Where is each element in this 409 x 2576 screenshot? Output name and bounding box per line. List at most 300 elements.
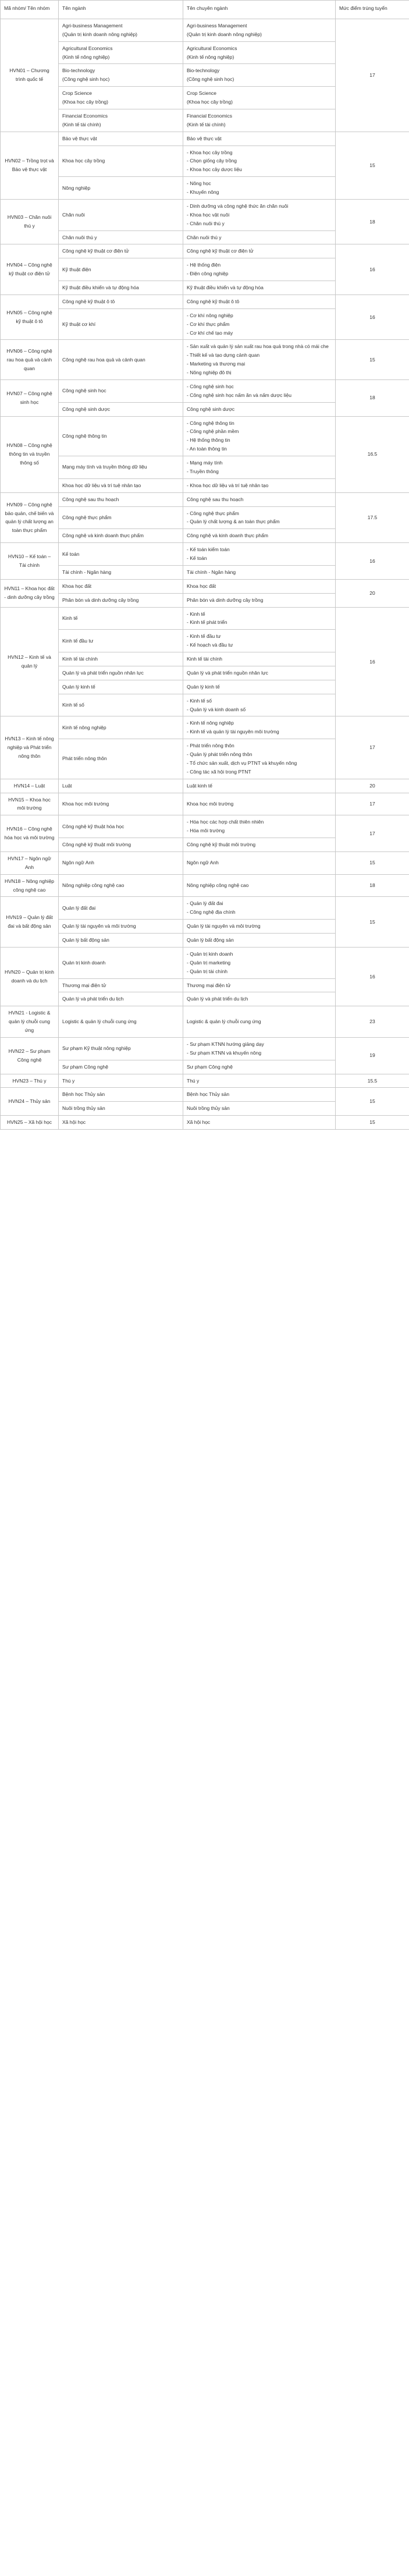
cell-line: - Kế toán kiểm toán — [187, 547, 230, 553]
table-row — [1, 779, 409, 793]
specialization-name — [183, 41, 336, 64]
cell-line: Quản lý đất đai — [62, 904, 96, 911]
cell-line: - Cơ khí thực phẩm — [187, 321, 230, 327]
group-name: HVN25 – Xã hội học — [1, 1116, 59, 1130]
cell-line: Công nghệ kỹ thuật ô tô — [187, 298, 240, 304]
specialization-name — [183, 478, 336, 492]
cell-line: Phân bón và dinh dưỡng cây trồng — [187, 597, 264, 603]
cell-line: Quản lý kinh tế — [187, 683, 220, 690]
cell-line: - Phát triển nông thôn — [187, 743, 234, 749]
specialization-name — [183, 1116, 336, 1130]
cell-line: (Kinh tế nông nghiệp) — [62, 54, 110, 60]
major-name — [59, 199, 183, 230]
cell-line: - Công tác xã hội trong PTNT — [187, 768, 251, 775]
cell-line: Công nghệ sinh dược — [62, 406, 111, 412]
table-row — [1, 416, 409, 456]
cell-line: - Sư phạm KTNN hướng giảng dạy — [187, 1041, 264, 1047]
admission-score: 16 — [336, 244, 409, 295]
cell-line: - Mạng máy tính — [187, 460, 223, 466]
table-body — [1, 19, 409, 1129]
major-name — [59, 652, 183, 666]
admission-score: 16 — [336, 607, 409, 716]
specialization-name — [183, 506, 336, 529]
cell-line: - Khoa học dữ liệu và trí tuệ nhân tạo — [187, 482, 269, 488]
cell-line: Chăn nuôi thú y — [187, 234, 222, 240]
cell-line: - Nông nghiệp đô thị — [187, 370, 232, 375]
table-row — [1, 897, 409, 920]
major-name — [59, 244, 183, 258]
cell-line: Phân bón và dinh dưỡng cây trồng — [62, 597, 139, 603]
admission-score: 18 — [336, 199, 409, 244]
major-name — [59, 109, 183, 132]
cell-line: Quản lý tài nguyên và môi trường — [62, 923, 136, 929]
cell-line: - Công nghệ sinh học — [187, 383, 234, 389]
major-name — [59, 630, 183, 652]
major-name — [59, 1060, 183, 1074]
major-name — [59, 716, 183, 739]
cell-line: - Cơ khí chế tạo máy — [187, 329, 233, 336]
admission-score-document — [0, 0, 409, 1130]
table-row — [1, 492, 409, 506]
cell-line: Bio-technology — [62, 68, 95, 74]
cell-line: - Sư phạm KTNN và khuyến nông — [187, 1049, 262, 1056]
cell-line: Khoa học đất — [187, 583, 216, 589]
specialization-name — [183, 815, 336, 838]
major-name — [59, 1088, 183, 1102]
cell-line: - Quản lý chất lượng & an toàn thực phẩm — [187, 519, 280, 525]
cell-line: - Hệ thống thông tin — [187, 437, 230, 443]
specialization-name — [183, 146, 336, 177]
table-row — [1, 716, 409, 739]
specialization-name — [183, 920, 336, 934]
cell-line: Kinh tế tài chính — [187, 656, 222, 662]
specialization-name — [183, 308, 336, 340]
admission-score: 17 — [336, 19, 409, 132]
cell-line: Thú y — [62, 1077, 75, 1084]
specialization-name — [183, 379, 336, 402]
major-name — [59, 992, 183, 1006]
cell-line: - Quản trị marketing — [187, 959, 231, 966]
cell-line: Quản lý bất động sản — [62, 937, 109, 943]
table-row — [1, 1074, 409, 1088]
major-name — [59, 506, 183, 529]
specialization-name — [183, 838, 336, 852]
specialization-name — [183, 652, 336, 666]
specialization-name — [183, 1037, 336, 1060]
admission-score: 15 — [336, 851, 409, 874]
cell-line: Quản lý và phát triển du lịch — [187, 996, 248, 1002]
specialization-name — [183, 694, 336, 716]
table-row — [1, 199, 409, 230]
cell-line: Kinh tế số — [62, 702, 84, 708]
specialization-name — [183, 529, 336, 543]
major-name — [59, 132, 183, 146]
major-name — [59, 920, 183, 934]
cell-line: Crop Science — [187, 90, 217, 97]
cell-line: - Kinh tế số — [187, 697, 212, 704]
cell-line: (Công nghệ sinh học) — [187, 76, 234, 83]
major-name — [59, 492, 183, 506]
major-name — [59, 874, 183, 897]
specialization-name — [183, 456, 336, 479]
major-name — [59, 666, 183, 680]
cell-line: - Quản trị tài chính — [187, 968, 227, 974]
admission-score: 18 — [336, 379, 409, 416]
admission-score: 16.5 — [336, 416, 409, 492]
specialization-name — [183, 258, 336, 281]
admission-score: 15 — [336, 897, 409, 948]
cell-line: Kỹ thuật điều khiển và tự động hóa — [62, 285, 139, 290]
table-row — [1, 294, 409, 308]
group-name: HVN12 – Kinh tế và quản lý — [1, 607, 59, 716]
major-name — [59, 258, 183, 281]
cell-line: Bio-technology — [187, 68, 220, 74]
cell-line: Mạng máy tính và truyền thông dữ liệu — [62, 464, 147, 470]
admission-score: 17 — [336, 793, 409, 815]
cell-line: (Kinh tế nông nghiệp) — [187, 54, 234, 60]
cell-line: - Kinh tế đầu tư — [187, 633, 221, 640]
cell-line: (Khoa học cây trồng) — [62, 99, 108, 105]
group-name: HVN24 – Thủy sản — [1, 1088, 59, 1116]
header-major: Tên ngành — [59, 1, 183, 19]
admission-score: 20 — [336, 779, 409, 793]
cell-line: Công nghệ kỹ thuật ô tô — [62, 298, 115, 304]
cell-line: Phát triển nông thôn — [62, 755, 107, 762]
specialization-name — [183, 934, 336, 948]
cell-line: Bệnh học Thủy sản — [187, 1091, 230, 1098]
major-name — [59, 934, 183, 948]
cell-line: Thú y — [187, 1077, 200, 1084]
specialization-name — [183, 340, 336, 380]
table-row — [1, 340, 409, 380]
major-name — [59, 1116, 183, 1130]
major-name — [59, 379, 183, 402]
group-name: HVN11 – Khoa học đất - dinh dưỡng cây trồng — [1, 579, 59, 607]
specialization-name — [183, 666, 336, 680]
major-name — [59, 230, 183, 244]
group-name: HVN20 – Quản trị kinh doanh và du lịch — [1, 947, 59, 1006]
cell-line: Tài chính - Ngân hàng — [187, 569, 236, 575]
cell-line: Công nghệ sau thu hoạch — [187, 496, 244, 502]
admission-score: 15 — [336, 1088, 409, 1116]
group-name: HVN22 – Sư phạm Công nghệ — [1, 1037, 59, 1074]
group-name: HVN19 – Quản lý đất đai và bất động sản — [1, 897, 59, 948]
major-name — [59, 779, 183, 793]
major-name — [59, 739, 183, 779]
table-row — [1, 793, 409, 815]
cell-line: - Kinh tế và quản lý tài nguyên môi trường — [187, 729, 279, 735]
cell-line: Agri-business Management — [187, 22, 247, 29]
admission-score: 23 — [336, 1006, 409, 1038]
cell-line: Nông nghiệp — [62, 184, 91, 191]
group-name: HVN10 – Kế toán – Tài chính — [1, 543, 59, 580]
major-name — [59, 41, 183, 64]
cell-line: - Hóa học các hợp chất thiên nhiên — [187, 819, 264, 825]
cell-line: Công nghệ kỹ thuật hóa học — [62, 823, 125, 829]
table-row — [1, 579, 409, 593]
specialization-name — [183, 1006, 336, 1038]
group-name: HVN13 – Kinh tế nông nghiệp và Phát triển nông thôn — [1, 716, 59, 779]
major-name — [59, 87, 183, 109]
major-name — [59, 1102, 183, 1116]
cell-line: - Công nghệ thông tin — [187, 420, 234, 426]
specialization-name — [183, 579, 336, 593]
cell-line: - Cơ khí nông nghiệp — [187, 312, 233, 318]
cell-line: - Marketing và thương mại — [187, 361, 246, 367]
group-name: HVN04 – Công nghệ kỹ thuật cơ điện tử — [1, 244, 59, 295]
group-name: HVN15 – Khoa học môi trường — [1, 793, 59, 815]
admission-score: 17.5 — [336, 492, 409, 543]
group-name: HVN18 – Nông nghiệp công nghệ cao — [1, 874, 59, 897]
group-name: HVN17 – Ngôn ngữ Anh — [1, 851, 59, 874]
major-name — [59, 897, 183, 920]
admission-score: 15 — [336, 1116, 409, 1130]
specialization-name — [183, 1088, 336, 1102]
cell-line: Công nghệ thông tin — [62, 432, 107, 439]
admission-score: 20 — [336, 579, 409, 607]
cell-line: Ngôn ngữ Anh — [187, 860, 219, 866]
group-name: HVN21 - Logistic & quản lý chuỗi cung ứng — [1, 1006, 59, 1038]
cell-line: Quản lý tài nguyên và môi trường — [187, 923, 261, 929]
cell-line: Agricultural Economics — [62, 45, 113, 51]
table-row — [1, 19, 409, 41]
cell-line: - Hệ thống điện — [187, 262, 221, 268]
specialization-name — [183, 132, 336, 146]
cell-line: - Quản trị kinh doanh — [187, 950, 233, 957]
major-name — [59, 402, 183, 416]
cell-line: Kinh tế nông nghiệp — [62, 724, 106, 730]
cell-line: Nuôi trồng thủy sản — [187, 1105, 230, 1112]
major-name — [59, 19, 183, 41]
cell-line: - Kế toán — [187, 555, 207, 561]
cell-line: - Kinh tế nông nghiệp — [187, 720, 234, 726]
cell-line: Công nghệ thực phẩm — [62, 514, 112, 520]
table-row — [1, 607, 409, 630]
cell-line: (Quản trị kinh doanh nông nghiệp) — [187, 31, 262, 37]
major-name — [59, 793, 183, 815]
cell-line: Quản lý và phát triển nguồn nhân lực — [62, 669, 144, 676]
group-name: HVN07 – Công nghệ sinh học — [1, 379, 59, 416]
cell-line: - Khoa học cây trồng — [187, 149, 233, 155]
admission-score: 17 — [336, 815, 409, 852]
cell-line: Công nghệ sau thu hoạch — [62, 496, 119, 502]
cell-line: Quản lý bất động sản — [187, 937, 234, 943]
specialization-name — [183, 593, 336, 607]
cell-line: Kỹ thuật cơ khí — [62, 321, 96, 327]
major-name — [59, 851, 183, 874]
cell-line: Agricultural Economics — [187, 45, 237, 51]
cell-line: Tài chính - Ngân hàng — [62, 569, 112, 575]
specialization-name — [183, 779, 336, 793]
cell-line: Công nghệ kỹ thuật cơ điện tử — [62, 248, 129, 254]
major-name — [59, 565, 183, 579]
cell-line: Nông nghiệp công nghệ cao — [62, 882, 125, 889]
major-name — [59, 978, 183, 992]
table-row — [1, 1088, 409, 1102]
specialization-name — [183, 294, 336, 308]
admission-score: 16 — [336, 294, 409, 340]
cell-line: - Hóa môi trường — [187, 828, 225, 834]
specialization-name — [183, 874, 336, 897]
specialization-name — [183, 680, 336, 694]
cell-line: Kinh tế đầu tư — [62, 637, 94, 644]
cell-line: - Khoa học cây dược liệu — [187, 166, 242, 173]
cell-line: Quản lý và phát triển nguồn nhân lực — [187, 669, 268, 676]
cell-line: - Truyền thông — [187, 468, 219, 474]
major-name — [59, 281, 183, 295]
specialization-name — [183, 565, 336, 579]
major-name — [59, 64, 183, 87]
cell-line: Chăn nuôi thú y — [62, 234, 97, 240]
admission-score: 15 — [336, 340, 409, 380]
specialization-name — [183, 244, 336, 258]
cell-line: Sư phạm Công nghệ — [187, 1063, 233, 1070]
group-name: HVN05 – Công nghệ kỹ thuật ô tô — [1, 294, 59, 340]
group-name: HVN08 – Công nghệ thông tin và truyền thông số — [1, 416, 59, 492]
cell-line: Nông nghiệp công nghệ cao — [187, 882, 249, 889]
major-name — [59, 478, 183, 492]
cell-line: Bảo vệ thực vật — [187, 135, 222, 141]
cell-line: Ngôn ngữ Anh — [62, 860, 94, 866]
cell-line: Công nghệ và kinh doanh thực phẩm — [62, 533, 144, 539]
cell-line: Financial Economics — [187, 112, 232, 119]
cell-line: (Khoa học cây trồng) — [187, 99, 233, 105]
specialization-name — [183, 978, 336, 992]
cell-line: Khoa học dữ liệu và trí tuệ nhân tạo — [62, 482, 141, 488]
cell-line: Công nghệ và kinh doanh thực phẩm — [187, 533, 268, 539]
cell-line: - Khuyến nông — [187, 189, 219, 195]
specialization-name — [183, 992, 336, 1006]
specialization-name — [183, 607, 336, 630]
admission-score: 19 — [336, 1037, 409, 1074]
cell-line: - Quản lý đất đai — [187, 900, 223, 907]
major-name — [59, 294, 183, 308]
specialization-name — [183, 897, 336, 920]
cell-line: - Thiết kế và tạo dựng cảnh quan — [187, 352, 260, 359]
major-name — [59, 177, 183, 200]
major-name — [59, 838, 183, 852]
cell-line: - Công nghệ phần mềm — [187, 428, 239, 435]
table-row — [1, 543, 409, 566]
cell-line: Công nghệ kỹ thuật môi trường — [187, 842, 256, 847]
cell-line: - Kinh tế — [187, 611, 205, 617]
cell-line: Công nghệ kỹ thuật môi trường — [62, 842, 131, 847]
cell-line: (Kinh tế tài chính) — [187, 121, 226, 127]
group-name: HVN09 – Công nghệ bảo quản, chế biến và quản lý chất lượng an toàn thực phẩm — [1, 492, 59, 543]
cell-line: Khoa học môi trường — [187, 800, 234, 807]
table-row — [1, 1037, 409, 1060]
cell-line: Bệnh học Thủy sản — [62, 1091, 105, 1098]
cell-line: Công nghệ rau hoa quả và cảnh quan — [62, 356, 145, 363]
cell-line: (Quản trị kinh doanh nông nghiệp) — [62, 31, 138, 37]
major-name — [59, 529, 183, 543]
major-name — [59, 694, 183, 716]
admission-score: 18 — [336, 874, 409, 897]
specialization-name — [183, 19, 336, 41]
cell-line: - Dinh dưỡng và công nghệ thức ăn chăn nuôi — [187, 203, 289, 209]
group-name: HVN03 – Chăn nuôi thú y — [1, 199, 59, 244]
cell-line: Xã hội học — [187, 1119, 211, 1126]
group-name: HVN06 – Công nghệ rau hoa quả và cảnh quan — [1, 340, 59, 380]
header-specialization: Tên chuyên ngành — [183, 1, 336, 19]
cell-line: Sư phạm Công nghệ — [62, 1063, 108, 1070]
cell-line: - Kế hoạch và đầu tư — [187, 642, 233, 648]
specialization-name — [183, 492, 336, 506]
cell-line: Công nghệ sinh dược — [187, 406, 235, 412]
specialization-name — [183, 543, 336, 566]
table-header-row — [1, 1, 409, 19]
major-name — [59, 146, 183, 177]
table-row — [1, 874, 409, 897]
cell-line: Xã hội học — [62, 1119, 86, 1126]
major-name — [59, 680, 183, 694]
specialization-name — [183, 64, 336, 87]
cell-line: Sư phạm Kỹ thuật nông nghiệp — [62, 1045, 131, 1052]
cell-line: Chăn nuôi — [62, 211, 85, 218]
cell-line: Quản lý kinh tế — [62, 683, 95, 690]
admission-score: 15 — [336, 132, 409, 199]
cell-line: Luật — [62, 782, 72, 789]
cell-line: Luật kinh tế — [187, 782, 212, 789]
cell-line: Quản lý và phát triển du lịch — [62, 996, 124, 1002]
cell-line: Quản trị kinh doanh — [62, 959, 106, 966]
group-name: HVN02 – Trồng trọt và Bảo vệ thực vật — [1, 132, 59, 199]
cell-line: (Kinh tế tài chính) — [62, 121, 101, 127]
table-row — [1, 815, 409, 838]
major-name — [59, 593, 183, 607]
cell-line: Bảo vệ thực vật — [62, 135, 97, 141]
major-name — [59, 1074, 183, 1088]
major-name — [59, 815, 183, 838]
cell-line: - Công nghệ sinh học nấm ăn và nấm dược liệu — [187, 392, 291, 398]
cell-line: Kỹ thuật điều khiển và tự động hóa — [187, 285, 264, 290]
cell-line: Logistic & quản lý chuỗi cung ứng — [62, 1019, 137, 1025]
table-row — [1, 851, 409, 874]
major-name — [59, 456, 183, 479]
specialization-name — [183, 1060, 336, 1074]
cell-line: - Quản lý phát triển nông thôn — [187, 751, 252, 757]
cell-line: Nuôi trồng thủy sản — [62, 1105, 105, 1112]
specialization-name — [183, 947, 336, 978]
table-row — [1, 1116, 409, 1130]
cell-line: Crop Science — [62, 90, 93, 97]
specialization-name — [183, 739, 336, 779]
table-row — [1, 379, 409, 402]
major-name — [59, 947, 183, 978]
cell-line: Khoa học cây trồng — [62, 158, 105, 164]
specialization-name — [183, 87, 336, 109]
cell-line: Kế toán — [62, 551, 80, 557]
major-name — [59, 1006, 183, 1038]
cell-line: - Công nghệ thực phẩm — [187, 510, 239, 516]
major-name — [59, 416, 183, 456]
admission-score: 15.5 — [336, 1074, 409, 1088]
specialization-name — [183, 630, 336, 652]
major-name — [59, 607, 183, 630]
cell-line: Thương mại điện tử — [62, 982, 106, 988]
specialization-name — [183, 416, 336, 456]
cell-line: Công nghệ sinh học — [62, 388, 106, 394]
major-name — [59, 1037, 183, 1060]
cell-line: - Quản lý và kinh doanh số — [187, 706, 246, 712]
cell-line: - Chọn giống cây trồng — [187, 158, 237, 164]
table-row — [1, 1006, 409, 1038]
admission-score-table — [0, 0, 409, 1130]
specialization-name — [183, 177, 336, 200]
major-name — [59, 308, 183, 340]
header-score: Mức điểm trúng tuyển — [336, 1, 409, 19]
table-row — [1, 947, 409, 978]
